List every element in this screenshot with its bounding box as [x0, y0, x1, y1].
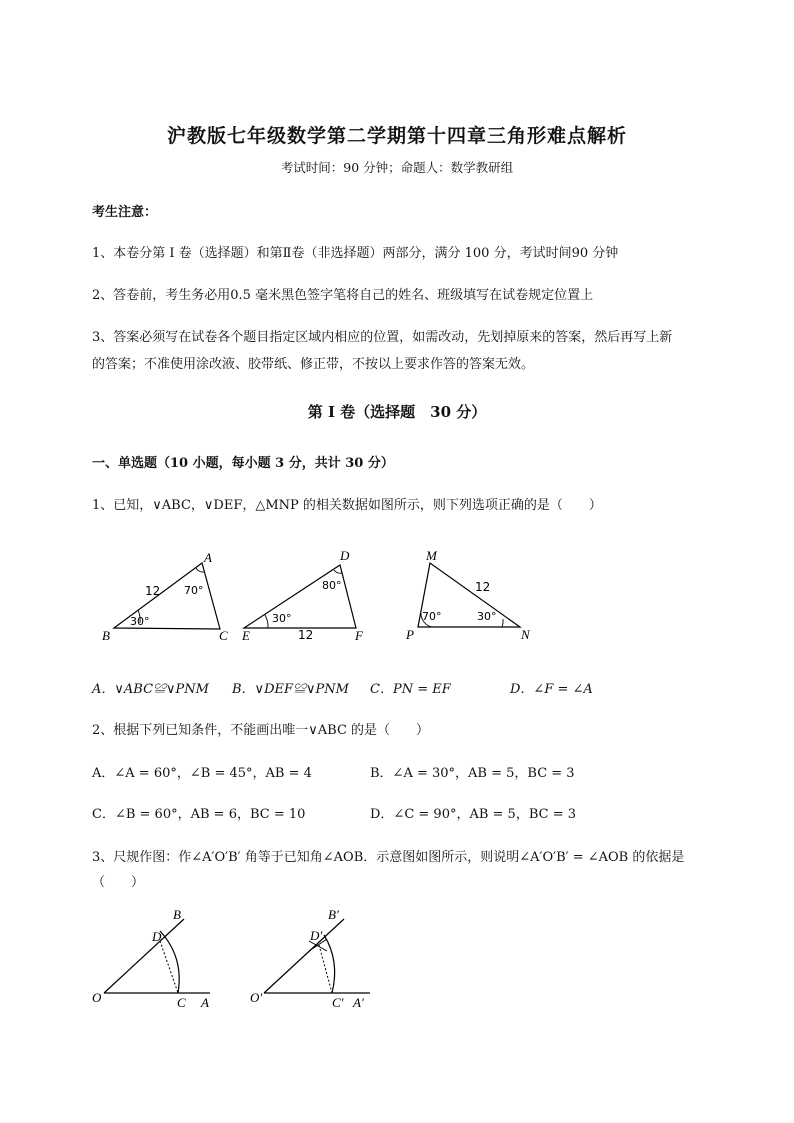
question-1-figure — [92, 540, 562, 650]
question-1-option-c: C．PN = EF — [370, 682, 451, 697]
notice-item-3: 3、答案必须写在试卷各个题目指定区域内相应的位置，如需改动，先划掉原来的答案，然后再写上新 — [92, 330, 673, 345]
question-3-stem-cont: （ ） — [92, 875, 145, 890]
notice-heading: 考生注意： — [92, 205, 158, 220]
page-title: 沪教版七年级数学第二学期第十四章三角形难点解析 — [166, 125, 627, 147]
section-heading: 一、单选题（10 小题，每小题 3 分，共计 30 分） — [92, 456, 394, 471]
label-c: C — [219, 628, 228, 643]
label-a: A — [204, 550, 212, 565]
question-2-stem: 2、根据下列已知条件，不能画出唯一∨ABC 的是（ ） — [92, 723, 430, 738]
question-1-option-a: A．∨ABC≌∨PNM — [92, 682, 209, 697]
angle-a-prime-o-prime-b-prime-figure — [250, 907, 370, 1010]
label-e: E — [242, 628, 250, 643]
question-1-option-d: D．∠F = ∠A — [510, 682, 593, 697]
triangle-abc — [102, 550, 228, 643]
part-title: 第 I 卷（选择题 30 分） — [307, 403, 487, 421]
question-1-option-b: B．∨DEF≌∨PNM — [232, 682, 349, 697]
label-o: O — [92, 990, 102, 1005]
notice-item-3-cont: 的答案；不准使用涂改液、胶带纸、修正带，不按以上要求作答的答案无效。 — [92, 357, 535, 372]
side-ab: 12 — [145, 584, 161, 598]
label-d-prime: D′ — [310, 928, 323, 943]
label-a-prime: A′ — [353, 995, 364, 1010]
angle-p: 70° — [422, 610, 442, 623]
label-f: F — [355, 628, 363, 643]
label-d: D — [340, 548, 350, 563]
question-2-option-a: A．∠A = 60°，∠B = 45°，AB = 4 — [92, 766, 312, 781]
exam-info: 考试时间：90 分钟；命题人：数学教研组 — [280, 160, 514, 175]
notice-item-1: 1、本卷分第 I 卷（选择题）和第Ⅱ卷（非选择题）两部分，满分 100 分，考试时间90 分钟 — [92, 246, 619, 261]
question-2-option-d: D．∠C = 90°，AB = 5，BC = 3 — [370, 807, 577, 822]
label-d: D — [152, 929, 162, 944]
angle-aob-figure — [92, 907, 210, 1010]
angle-n: 30° — [477, 610, 497, 623]
angle-b: 30° — [130, 615, 150, 628]
side-mn: 12 — [475, 580, 491, 594]
triangle-mnp — [405, 548, 531, 642]
label-b: B — [102, 628, 110, 643]
label-n: N — [521, 627, 530, 642]
label-c: C — [177, 995, 186, 1010]
angle-e: 30° — [272, 612, 292, 625]
question-3-figure — [88, 905, 388, 1015]
angle-d: 80° — [322, 579, 342, 592]
question-1-stem: 1、已知，∨ABC，∨DEF，△MNP 的相关数据如图所示，则下列选项正确的是（ ） — [92, 498, 602, 513]
label-a: A — [201, 995, 209, 1010]
label-o-prime: O′ — [250, 990, 263, 1005]
side-ef: 12 — [298, 628, 314, 642]
triangle-def — [241, 548, 364, 643]
label-c-prime: C′ — [332, 995, 344, 1010]
label-b-prime: B′ — [328, 907, 339, 922]
label-m: M — [426, 548, 437, 563]
notice-item-2: 2、答卷前，考生务必用0.5 毫米黑色签字笔将自己的姓名、班级填写在试卷规定位置上 — [92, 288, 594, 303]
question-3-stem: 3、尺规作图：作∠A′O′B′ 角等于已知角∠AOB．示意图如图所示，则说明∠A′O′B′ = ∠AOB 的依据是 — [92, 850, 685, 865]
label-b: B — [173, 907, 181, 922]
question-2-option-c: C．∠B = 60°，AB = 6，BC = 10 — [92, 807, 306, 822]
angle-a: 70° — [184, 584, 204, 597]
label-p: P — [406, 627, 414, 642]
question-2-option-b: B．∠A = 30°，AB = 5，BC = 3 — [370, 766, 575, 781]
